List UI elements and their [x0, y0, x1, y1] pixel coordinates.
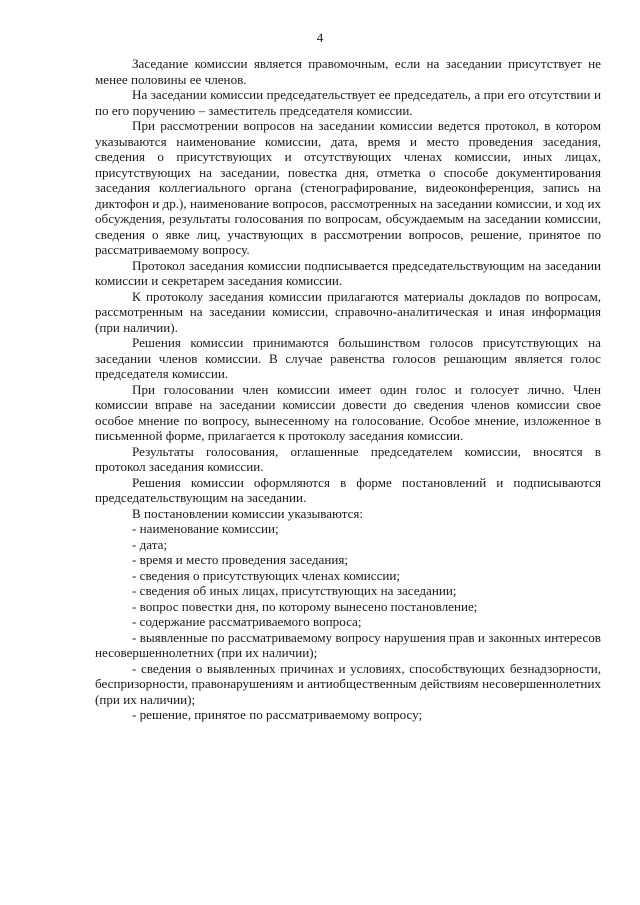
paragraph: Решения комиссии принимаются большинством голосов присутствующих на заседании членов комиссии. В случае равенства голосов решающим является голос председателя комиссии.: [95, 335, 601, 381]
list-intro: В постановлении комиссии указываются:: [132, 505, 364, 521]
paragraph: На заседании комиссии председательствует ее председатель, а при его отсутствии и по его поручению – заместитель председателя комиссии.: [95, 87, 601, 118]
list-item: - содержание рассматриваемого вопроса;: [132, 614, 362, 629]
list-item: - сведения о выявленных причинах и условиях, способствующих безнадзорности, беспризорности, правонарушениям и антиобщественным действиям несовершеннолетних (при их наличии);: [95, 660, 601, 707]
document-body: [95, 56, 601, 723]
paragraph: К протоколу заседания комиссии прилагаются материалы докладов по вопросам, рассмотренным на заседании комиссии, справочно-аналитическая и иная информация (при наличии).: [95, 288, 601, 335]
paragraph: Протокол заседания комиссии подписывается председательствующим на заседании комиссии и секретарем заседания комиссии.: [95, 257, 601, 288]
list-item: - дата;: [132, 536, 168, 552]
list-item: - наименование комиссии;: [132, 521, 279, 536]
page-number: 4: [316, 30, 324, 45]
paragraph: При рассмотрении вопросов на заседании комиссии ведется протокол, в котором указываются наименование комиссии, дата, время и место проведения заседания, сведения о присутствующих и отсутствующих членах комиссии, иных лицах, присутствующих на заседании, повестка дня, отметка о способе документирования заседания коллегиального органа (стенографирование, видеоконференция, запись на диктофон и др.), наименование вопросов, рассмотренных на заседании комиссии, и ход их обсуждения, результаты голосования по вопросам, обсуждаемым на заседании комиссии, сведения о явке лиц, участвующих в рассмотрении вопросов, решение, принятое по рассматриваемому вопросу.: [95, 118, 601, 257]
list-item: - решение, принятое по рассматриваемому вопросу;: [132, 707, 423, 722]
paragraph: Результаты голосования, оглашенные председателем комиссии, вносятся в протокол заседания комиссии.: [95, 443, 601, 474]
list-item: - время и место проведения заседания;: [132, 552, 349, 567]
paragraph: Решения комиссии оформляются в форме постановлений и подписываются председательствующим на заседании.: [95, 474, 601, 505]
list-item: - вопрос повестки дня, по которому вынесено постановление;: [132, 598, 478, 614]
list-item: - сведения об иных лицах, присутствующих на заседании;: [132, 583, 457, 598]
list-item: - сведения о присутствующих членах комиссии;: [132, 567, 401, 583]
paragraph: При голосовании член комиссии имеет один голос и голосует лично. Член комиссии вправе на заседании комиссии довести до сведения членов комиссии свое особое мнение по вопросу, вынесенному на голосование. Особое мнение, изложенное в письменной форме, прилагается к протоколу заседания комиссии.: [95, 381, 601, 443]
list-item: - выявленные по рассматриваемому вопросу нарушения прав и законных интересов несовершеннолетних (при их наличии);: [95, 629, 601, 660]
paragraph: Заседание комиссии является правомочным, если на заседании присутствует не менее половины ее членов.: [95, 56, 601, 87]
